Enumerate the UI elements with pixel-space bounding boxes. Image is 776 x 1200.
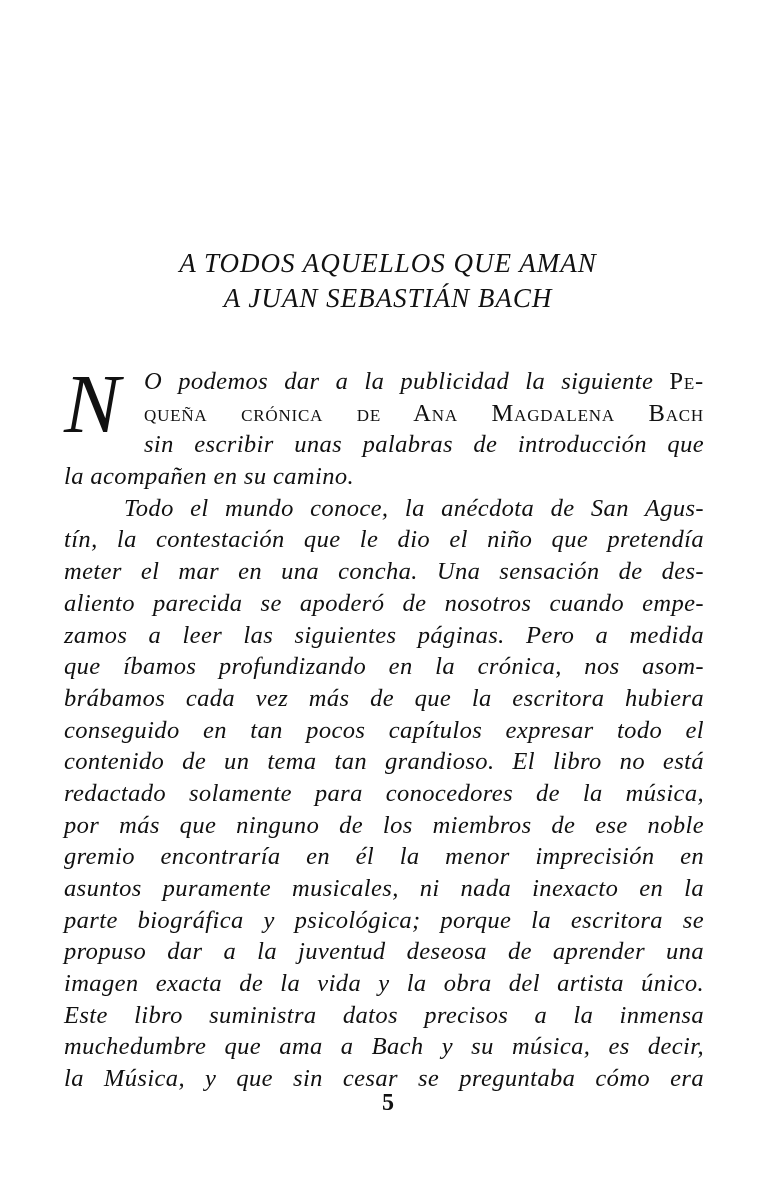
paragraph-2-line: Todo el mundo conoce, la anécdota de San Agus-: [124, 494, 704, 522]
drop-cap: N: [64, 358, 121, 451]
paragraph-2-line: muchedumbre que ama a Bach y su música, es decir,: [64, 1033, 704, 1061]
paragraph-2-line: zamos a leer las siguientes páginas. Pero a medida: [64, 621, 704, 649]
paragraph-2-line: propuso dar a la juventud deseosa de aprender una: [64, 938, 704, 966]
paragraph-2-line: asuntos puramente musicales, ni nada inexacto en la: [64, 875, 704, 902]
paragraph-2-line: la Música, y que sin cesar se preguntaba cómo era: [64, 1065, 704, 1093]
paragraph-2-line: redactado solamente para conocedores de la música,: [64, 779, 704, 807]
paragraph-2-line: aliento parecida se apoderó de nosotros cuando empe-: [64, 589, 704, 617]
paragraph-1-line-1: [64, 366, 704, 398]
dedication-heading: [0, 246, 776, 316]
paragraph-2-line: por más que ninguno de los miembros de ese noble: [64, 811, 704, 839]
paragraph-2-line: Este libro suministra datos precisos a la inmensa: [64, 1001, 704, 1029]
paragraph-2-line: meter el mar en una concha. Una sensación de des-: [64, 558, 704, 586]
paragraph-2-line: contenido de un tema tan grandioso. El libro no está: [64, 748, 704, 776]
dedication-line-1: A TODOS AQUELLOS QUE AMAN: [179, 248, 597, 278]
paragraph-2-line: parte biográfica y psicológica; porque la escritora se: [64, 906, 704, 934]
paragraph-1-line-2: queña crónica de Ana Magdalena Bach: [144, 399, 704, 427]
paragraph-2-line: tín, la contestación que le dio el niño que pretendía: [64, 526, 704, 554]
body-text: [64, 366, 704, 1095]
paragraph-2-line: conseguido en tan pocos capítulos expresar todo el: [64, 716, 704, 744]
paragraph-2-line: que íbamos profundizando en la crónica, nos asom-: [64, 653, 704, 681]
paragraph-1-line-1-text: O podemos dar a la publicidad la siguiente: [144, 368, 670, 395]
paragraph-2-line: imagen exacta de la vida y la obra del artista único.: [64, 970, 704, 998]
dedication-line-2: A JUAN SEBASTIÁN BACH: [223, 283, 553, 313]
page-number: 5: [382, 1090, 394, 1116]
paragraph-1-line-4: la acompañen en su camino.: [64, 463, 355, 491]
paragraph-1-line-1-smallcaps: Pe-: [669, 368, 704, 395]
paragraph-1-line-3: sin escribir unas palabras de introducción que: [144, 431, 704, 459]
paragraph-2-line: brábamos cada vez más de que la escritora hubiera: [64, 684, 704, 712]
paragraph-2-line: gremio encontraría en él la menor imprecisión en: [64, 843, 704, 871]
